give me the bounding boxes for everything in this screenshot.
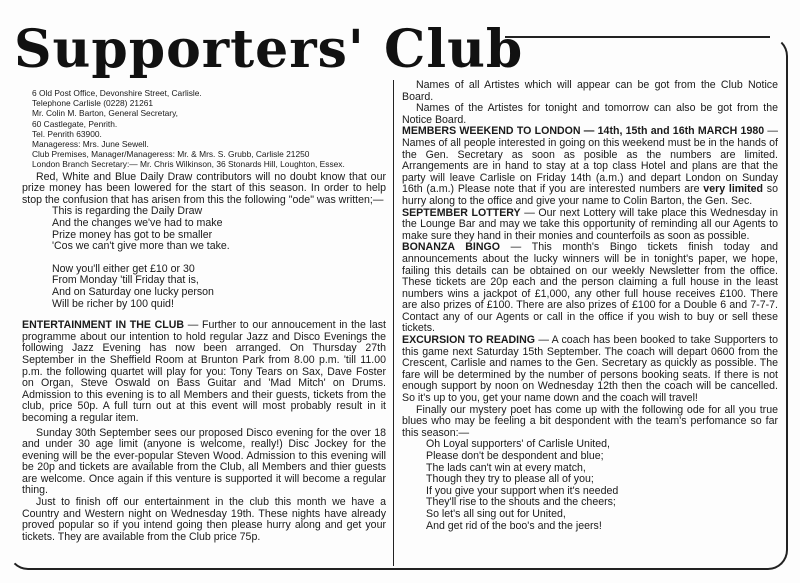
mystery-poem	[402, 439, 778, 532]
poem-line: Though they try to please all of you;	[426, 473, 594, 486]
ode-line: And on Saturday one lucky person	[52, 285, 214, 298]
london-weekend-heading: MEMBERS WEEKEND TO LONDON — 14th, 15th and 16th MARCH 1980	[402, 125, 765, 138]
poem-line: And get rid of the boo's and the jeers!	[426, 519, 602, 532]
london-weekend-body: — Names of all people interested in going on this weekend must be in the hands of the Gen. Secretary as soon as posible as the numbers are limited. Arrangements are in hand to stay at a top class Hotel and plans are that the party will leave Carlisle on Friday 14th (a.m.) and depart London on Sunday 16th (a.m.) Please note that if you are interested numbers are	[402, 125, 778, 196]
artistes-notice-2: Names of the Artistes for tonight and tomorrow can also be got from the Notice Board.	[402, 102, 778, 126]
ode-line: 'Cos we can't give more than we take.	[52, 240, 230, 253]
address-line: 6 Old Post Office, Devonshire Street, Carlisle.	[32, 88, 202, 98]
ode-line: And the changes we've had to make	[52, 217, 223, 229]
lottery-heading: SEPTEMBER LOTTERY	[402, 206, 521, 219]
address-line: Mr. Colin M. Barton, General Secretary,	[32, 108, 178, 119]
poem-line: Please don't be despondent and blue;	[426, 450, 604, 462]
london-weekend-body-end: so hurry along to the office and give your name to Colin Barton, the Gen. Sec.	[402, 183, 779, 207]
bingo-paragraph	[402, 242, 778, 335]
ode-line: Prize money has got to be smaller	[52, 228, 213, 241]
ode-line: Now you'll either get £10 or 30	[52, 262, 195, 275]
address-line: 60 Castlegate, Penrith.	[32, 118, 118, 129]
london-weekend-paragraph	[402, 126, 778, 207]
ode-line: From Monday 'till Friday that is,	[52, 274, 199, 287]
ode-line: Will be richer by 100 quid!	[52, 297, 174, 310]
entertainment-heading: ENTERTAINMENT IN THE CLUB	[22, 319, 185, 332]
address-line: Club Premises, Manager/Manageress: Mr. & Mrs. S. Grubb, Carlisle 21250	[32, 149, 310, 160]
address-line: Tel. Penrith 63900.	[32, 128, 102, 139]
column-divider	[393, 80, 394, 566]
country-western-paragraph: Just to finish off our entertainment in the club this month we have a Country and Western night on Wednesday 19th. These nights have already proved popular so if you intend going then please hurry along and get your tickets. They are available from the Club price 75p.	[22, 496, 386, 543]
page-title: Supporters' Club	[14, 19, 524, 80]
reading-excursion-paragraph	[402, 335, 778, 405]
bingo-heading: BONANZA BINGO	[402, 241, 500, 254]
mystery-poet-intro: Finally our mystery poet has come up with the following ode for all you true blues who may be feeling a bit despondent with the team's perfomance so far this season:—	[402, 403, 778, 439]
daily-draw-ode-verse-1	[22, 206, 386, 252]
reading-excursion-body: — A coach has been booked to take Supporters to this game next Saturday 15th September. The coach will depart 0600 from the Crescent, Carlisle and names to the Gen. Secretary as quickly as possible. The fare will be determined by the number of persons booking seats. If there is not enough support by noon on Wednesday 12th then the coach will be cancelled. So it's up to you, get your name down and the coach will travel!	[402, 334, 778, 405]
poem-line: They'll rise to the shouts and the cheers;	[426, 496, 616, 509]
lottery-paragraph	[402, 208, 778, 243]
ode-line: This is regarding the Daily Draw	[52, 205, 203, 218]
address-line: Telephone Carlisle (0228) 21261	[32, 98, 154, 109]
right-column	[402, 80, 778, 532]
left-column	[22, 88, 386, 543]
entertainment-body: — Further to our annoucement in the last programme about our intention to hold regular Jazz and Disco Evenings the following Jazz Evening has now been arranged. On Thursday 27th September in the Sheffield Room at Brunton Park from 8.00 p.m. 'till 11.00 p.m. the following quartet will play for you: Tony Tears on Sax, Dave Foster on Organ, Steve Oswald on Bass Guitar and 'Mad Mitch' on Drums. Admission to this evening is to all Members and their guests, tickets from the club, price 50p. A full turn out at this event will most probably result in it becoming a regular item.	[22, 319, 386, 424]
reading-excursion-heading: EXCURSION TO READING	[402, 334, 536, 347]
daily-draw-intro: Red, White and Blue Daily Draw contributors will no doubt know that our prize money has been lowered for the start of this season. In order to help stop the confusion that has arisen from this the following "ode" was written;—	[22, 170, 386, 206]
poem-line: Oh Loyal supporters' of Carlisle United,	[426, 438, 610, 451]
artistes-notice-1: Names of all Artistes which will appear can be got from the Club Notice Board.	[402, 79, 778, 103]
address-line: London Branch Secretary:— Mr. Chris Wilkinson, 36 Stonards Hill, Loughton, Essex.	[32, 159, 345, 170]
poem-line: The lads can't win at every match,	[426, 461, 586, 474]
disco-paragraph: Sunday 30th September sees our proposed Disco evening for the over 18 and under 30 age limit (anyone is welcome, really!) Disc Jockey for the evening will be the ever-popular Steven Wood. Admission to this evening will be 20p and tickets are available from the Club, all Members and thier guests are welcome. Once again if this venture is supported it will become a regular thing.	[22, 426, 386, 497]
address-line: Manageress: Mrs. June Sewell.	[32, 139, 149, 150]
poem-line: So let's all sing out for United,	[426, 507, 566, 520]
entertainment-paragraph	[22, 320, 386, 424]
bingo-body: — This month's Bingo tickets finish today and announcements about the lucky winners will be in tonight's paper, we hope, failing this details can be obtained on our weekly Newsletter from the office. These tickets are 20p each and the person claiming a full house in the least numbers wins a jackpot of £1,000, any other full house receives £100. There are also prizes of £100. There are also prizes of £100 for a Double 6 and 7-7-7. Contact any of our Agents or call in the office if you wish to buy or sell these tickets.	[402, 241, 778, 335]
lottery-body: — Our next Lottery will take place this Wednesday in the Lounge Bar and may we take this opportunity of reminding all our Agents to make sure they hand in their monies and counterfoils as soon as possible.	[402, 206, 778, 242]
page-border-top	[505, 36, 770, 38]
daily-draw-ode-verse-2	[22, 264, 386, 310]
london-weekend-emphasis: very limited	[703, 183, 764, 196]
club-address-block	[32, 88, 386, 170]
poem-line: If you give your support when it's needed	[426, 484, 619, 497]
